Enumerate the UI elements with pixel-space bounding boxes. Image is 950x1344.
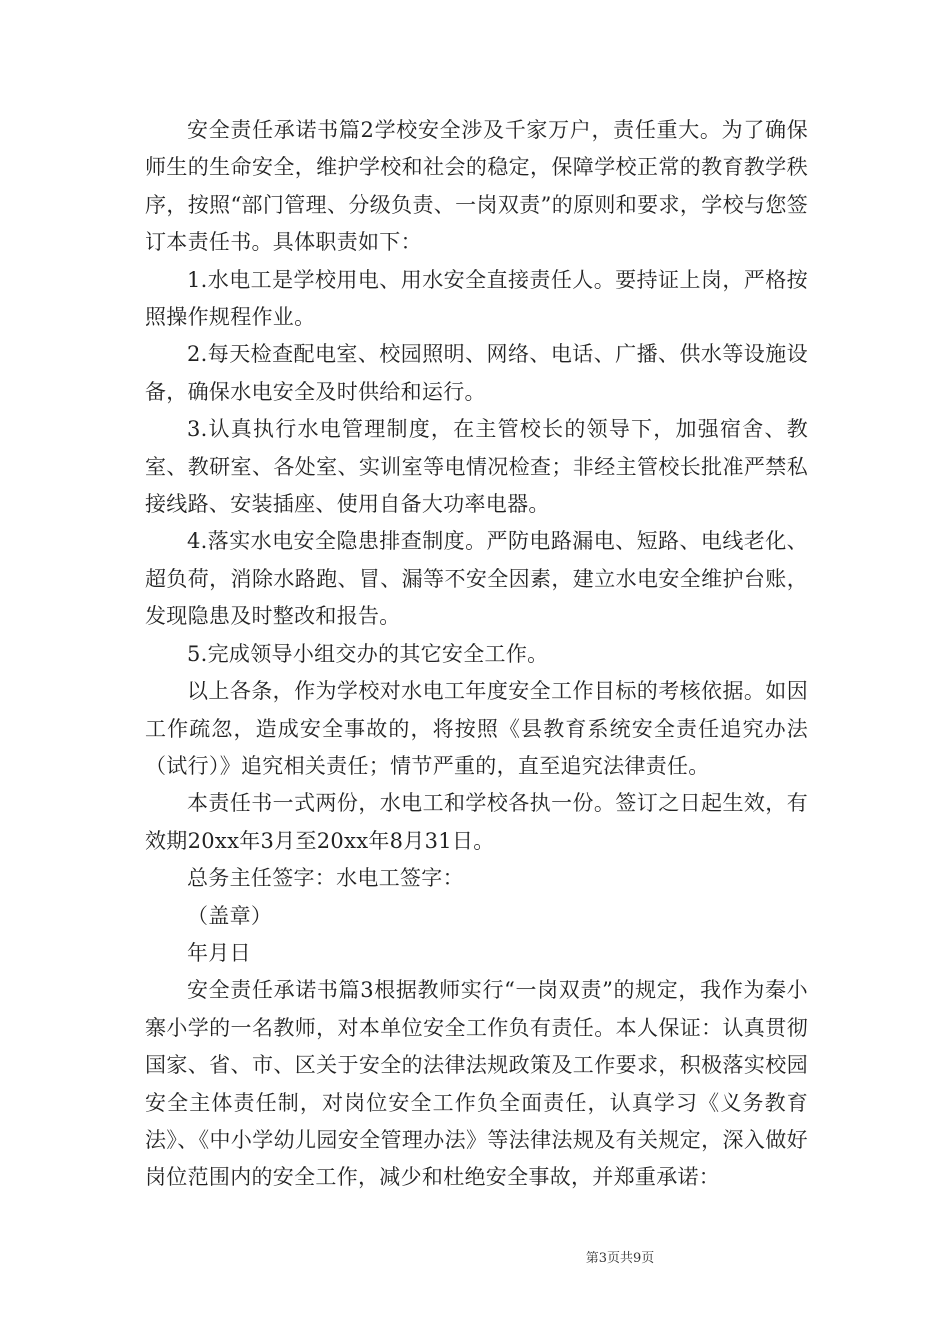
seal-line: （盖章） bbox=[187, 903, 273, 928]
paragraph-item-3: 3.认真执行水电管理制度，在主管校长的领导下，加强宿舍、教室、教研室、各处室、实训室等电情况检查；非经主管校长批准严禁私接线路、安装插座、使用自备大功率电器。 bbox=[145, 417, 808, 517]
date-line: 年月日 bbox=[187, 940, 251, 965]
paragraph-intro: 安全责任承诺书篇2学校安全涉及千家万户，责任重大。为了确保师生的生命安全，维护学校和社会的稳定，保障学校正常的教育教学秩序，按照“部门管理、分级负责、一岗双责”的原则和要求，学校与您签订本责任书。具体职责如下： bbox=[145, 118, 808, 255]
paragraph-validity: 本责任书一式两份，水电工和学校各执一份。签订之日起生效，有效期20xx年3月至20xx年8月31日。 bbox=[145, 791, 808, 853]
page-number: 第3页共9页 bbox=[585, 1251, 655, 1266]
paragraph-assessment: 以上各条，作为学校对水电工年度安全工作目标的考核依据。如因工作疏忽，造成安全事故的，将按照《县教育系统安全责任追究办法（试行）》追究相关责任；情节严重的，直至追究法律责任。 bbox=[145, 679, 808, 778]
paragraph-item-1: 1.水电工是学校用电、用水安全直接责任人。要持证上岗，严格按照操作规程作业。 bbox=[145, 267, 808, 330]
paragraph-item-5: 5.完成领导小组交办的其它安全工作。 bbox=[187, 641, 549, 666]
paragraph-commitment-3: 安全责任承诺书篇3根据教师实行“一岗双责”的规定，我作为秦小寨小学的一名教师，对本单位安全工作负有责任。本人保证：认真贯彻国家、省、市、区关于安全的法律法规政策及工作要求，积极落实校园安全主体责任制，对岗位安全工作负全面责任，认真学习《义务教育法》、《中小学幼儿园安全管理办法》等法律法规及有关规定，深入做好岗位范围内的安全工作，减少和杜绝安全事故，并郑重承诺： bbox=[145, 978, 808, 1190]
paragraph-item-2: 2.每天检查配电室、校园照明、网络、电话、广播、供水等设施设备，确保水电安全及时供给和运行。 bbox=[145, 342, 808, 404]
signature-line: 总务主任签字：水电工签字： bbox=[187, 866, 464, 891]
paragraph-item-4: 4.落实水电安全隐患排查制度。严防电路漏电、短路、电线老化、超负荷，消除水路跑、冒、漏等不安全因素，建立水电安全维护台账，发现隐患及时整改和报告。 bbox=[145, 529, 808, 629]
page-footer bbox=[0, 1247, 950, 1266]
document-body bbox=[145, 112, 808, 1197]
